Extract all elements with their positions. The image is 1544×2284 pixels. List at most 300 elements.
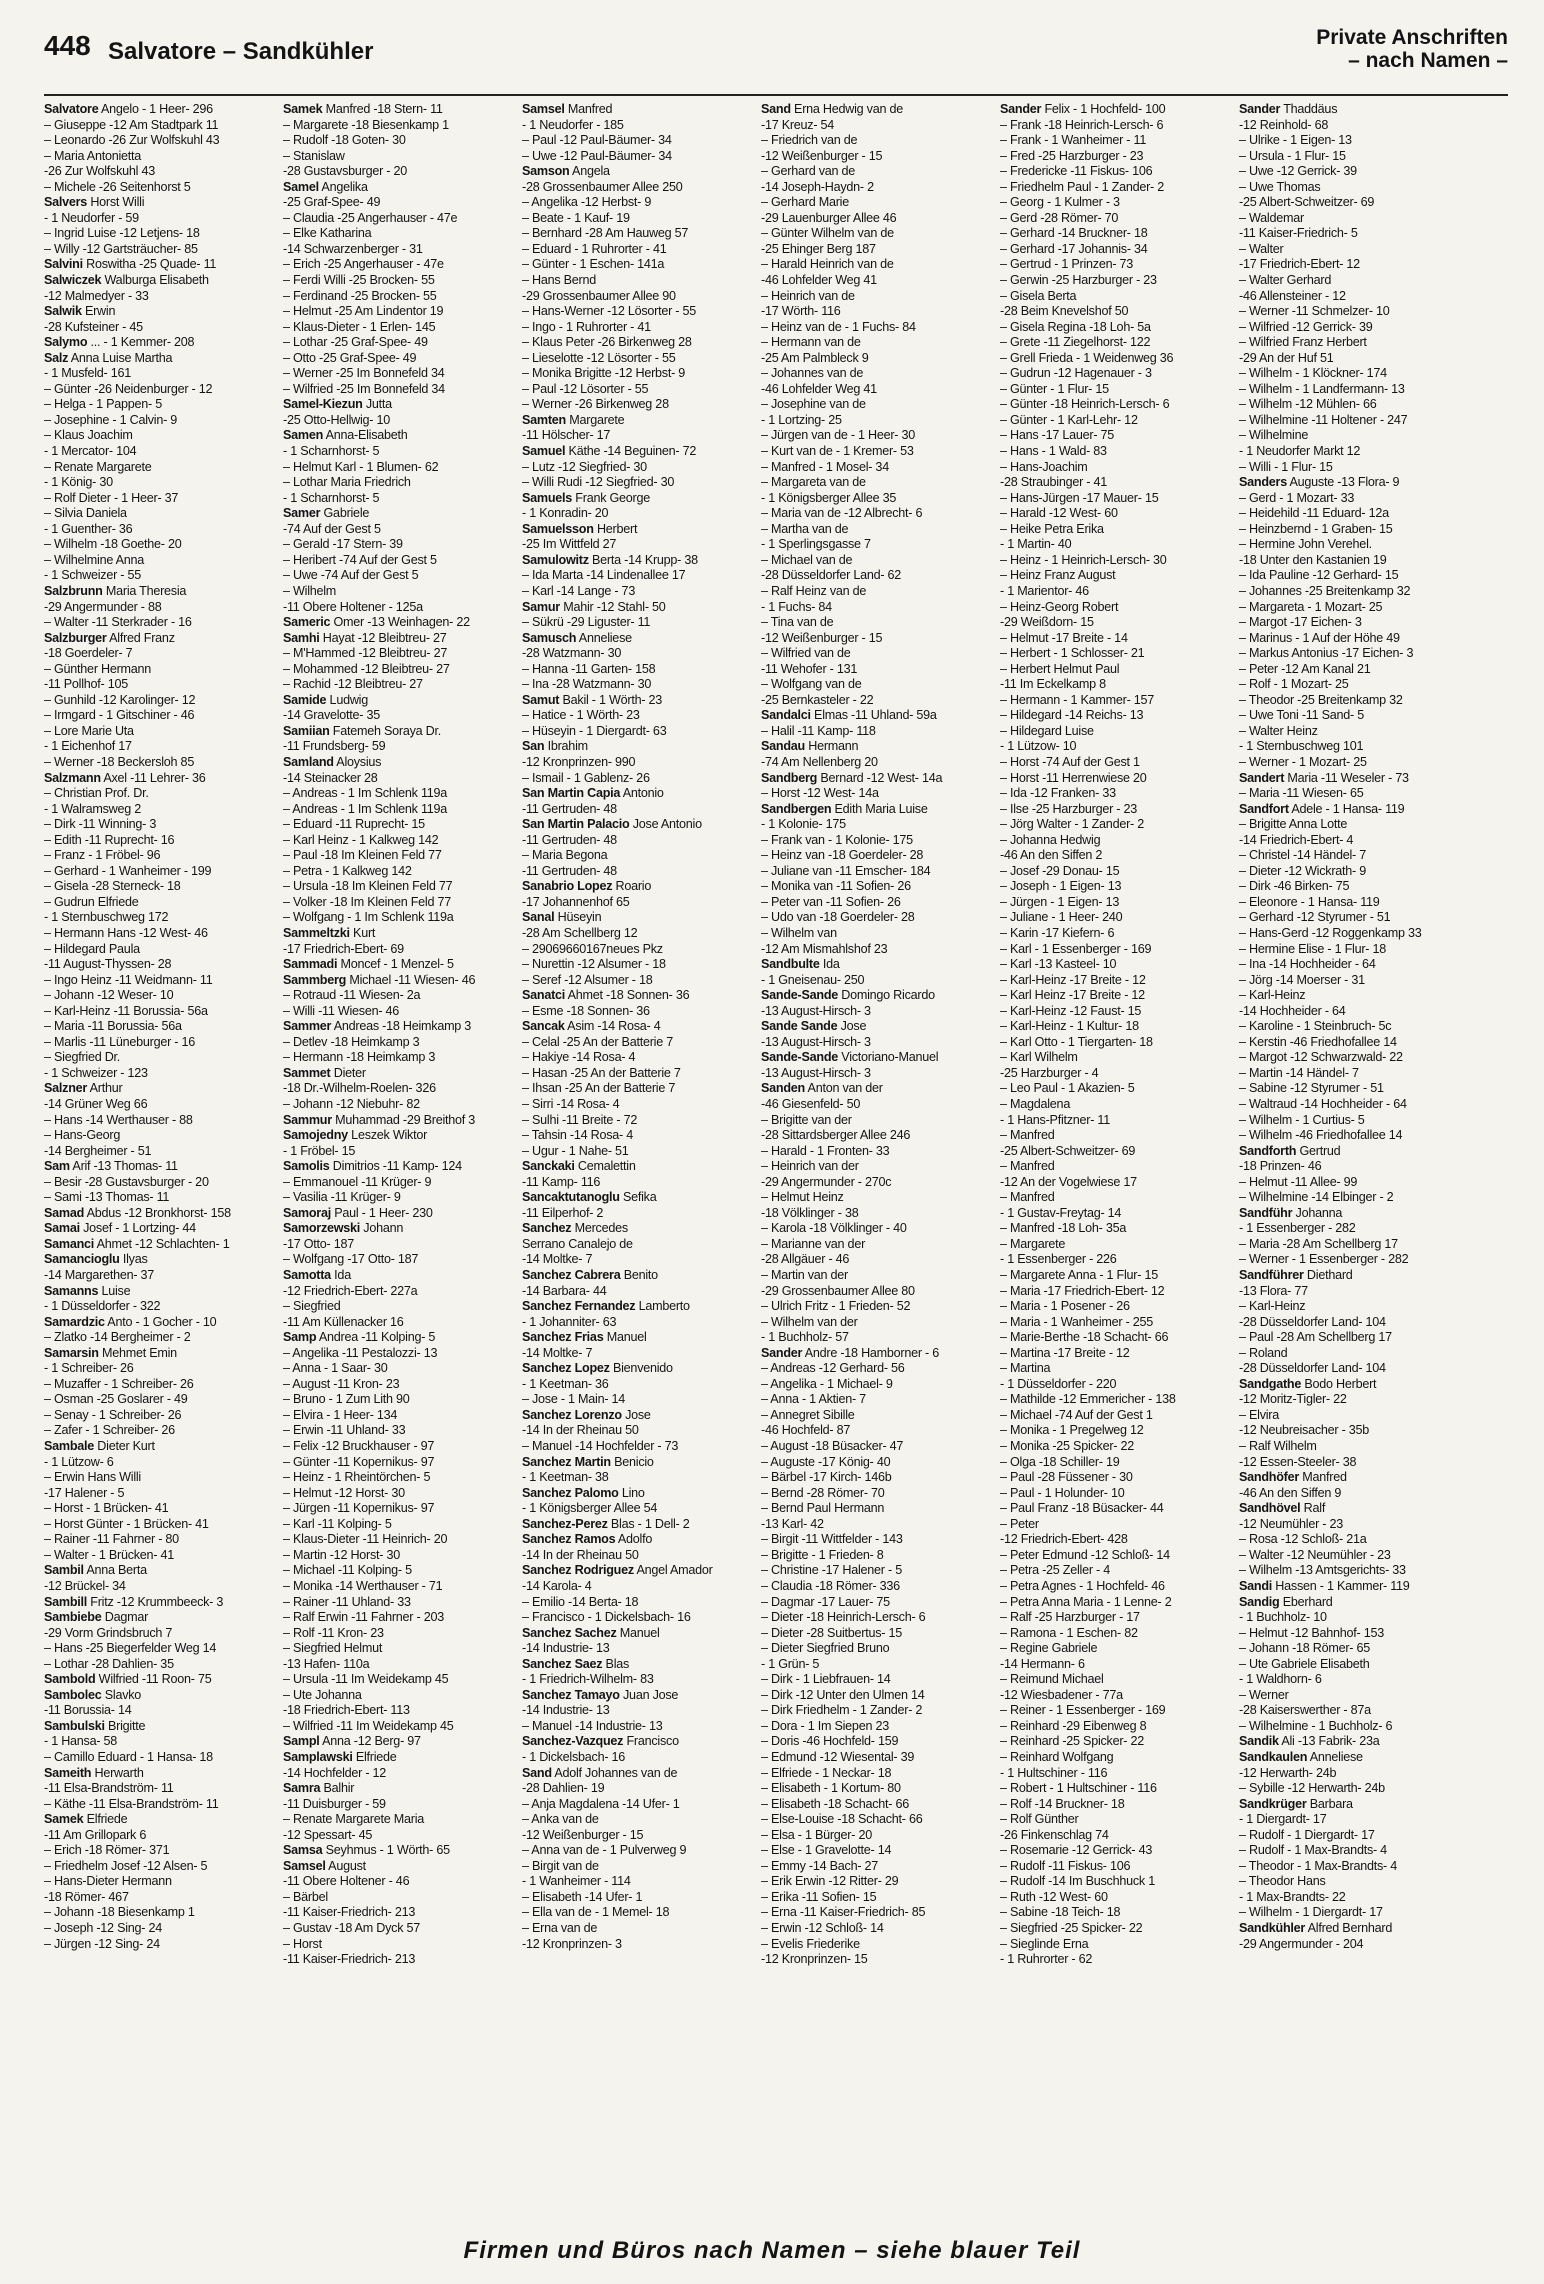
entry-details: -26 Finkenschlag 74 bbox=[1000, 1827, 1109, 1842]
directory-entry bbox=[283, 1797, 517, 1813]
directory-entry bbox=[1239, 1937, 1473, 1953]
entry-surname: Samplawski bbox=[283, 1749, 353, 1764]
directory-entry bbox=[44, 180, 278, 196]
entry-details: Andre -18 Hamborner - 6 bbox=[802, 1345, 940, 1360]
entry-details: – Peter bbox=[1000, 1516, 1039, 1531]
entry-details: – Roland bbox=[1239, 1345, 1288, 1360]
directory-entry bbox=[761, 1330, 995, 1346]
entry-surname: Sandalci bbox=[761, 708, 811, 723]
directory-entry bbox=[44, 1921, 278, 1937]
entry-details: - 1 Gustav-Freytag- 14 bbox=[1000, 1205, 1122, 1220]
entry-details: – Margareta van de bbox=[761, 475, 866, 490]
entry-details: -14 In der Rheinau 50 bbox=[522, 1423, 639, 1438]
directory-entry bbox=[522, 600, 756, 616]
entry-details: - 1 Neudorfer - 59 bbox=[44, 210, 139, 225]
directory-entry bbox=[1000, 1548, 1234, 1564]
entry-details: - 1 Lützow- 10 bbox=[1000, 739, 1077, 754]
entry-surname: Samojedny bbox=[283, 1128, 348, 1143]
entry-details: – Dieter -28 Suitbertus- 15 bbox=[761, 1625, 902, 1640]
directory-entry bbox=[522, 506, 756, 522]
entry-details: -18 Römer- 467 bbox=[44, 1889, 129, 1904]
directory-entry bbox=[283, 506, 517, 522]
directory-entry bbox=[522, 133, 756, 149]
directory-entry bbox=[522, 1501, 756, 1517]
entry-details: – Leo Paul - 1 Akazien- 5 bbox=[1000, 1081, 1135, 1096]
entry-details: Maria Theresia bbox=[102, 583, 187, 598]
directory-entry bbox=[761, 320, 995, 336]
directory-entry bbox=[1000, 848, 1234, 864]
entry-details: -14 Steinacker 28 bbox=[283, 770, 378, 785]
directory-entry bbox=[1000, 1097, 1234, 1113]
entry-surname: Sanchez bbox=[522, 1221, 572, 1236]
entry-details: Ilyas bbox=[119, 1252, 148, 1267]
directory-entry bbox=[1239, 1423, 1473, 1439]
entry-details: – Klaus-Dieter -11 Heinrich- 20 bbox=[283, 1532, 448, 1547]
entry-details: -11 August-Thyssen- 28 bbox=[44, 957, 172, 972]
entry-details: – Wilhelm - 1 Diergardt- 17 bbox=[1239, 1905, 1383, 1920]
directory-entry bbox=[522, 1874, 756, 1890]
entry-surname: Sancaktutanoglu bbox=[522, 1190, 620, 1205]
directory-entry bbox=[1239, 195, 1473, 211]
directory-entry bbox=[283, 397, 517, 413]
entry-details: – Sulhi -11 Breite - 72 bbox=[522, 1112, 638, 1127]
entry-details: Hayat -12 Bleibtreu- 27 bbox=[319, 630, 447, 645]
entry-details: – Petra - 1 Kalkweg 142 bbox=[283, 863, 412, 878]
directory-entry bbox=[283, 1703, 517, 1719]
entry-details: -25 Ehinger Berg 187 bbox=[761, 241, 876, 256]
entry-surname: Sanal bbox=[522, 910, 555, 925]
entry-details: – Hans-Gerd -12 Roggenkamp 33 bbox=[1239, 925, 1422, 940]
entry-details: – Karola -18 Völklinger - 40 bbox=[761, 1221, 907, 1236]
directory-entry bbox=[1000, 1206, 1234, 1222]
entry-details: -13 Karl- 42 bbox=[761, 1516, 824, 1531]
directory-entry bbox=[1000, 1299, 1234, 1315]
directory-entry bbox=[522, 1766, 756, 1782]
directory-entry bbox=[283, 1237, 517, 1253]
entry-details: -11 Kaiser-Friedrich- 213 bbox=[283, 1952, 416, 1967]
entry-details: – Rosemarie -12 Gerrick- 43 bbox=[1000, 1843, 1153, 1858]
directory-entry bbox=[522, 693, 756, 709]
directory-entry bbox=[1239, 460, 1473, 476]
entry-surname: Samai bbox=[44, 1221, 80, 1236]
entry-details: – Günter - 1 Flur- 15 bbox=[1000, 381, 1109, 396]
directory-column-3 bbox=[522, 102, 756, 2232]
entry-surname: Samut bbox=[522, 692, 560, 707]
directory-entry bbox=[1239, 1548, 1473, 1564]
entry-details: Auguste -13 Flora- 9 bbox=[1286, 475, 1400, 490]
directory-entry bbox=[1239, 226, 1473, 242]
entry-details: -14 Industrie- 13 bbox=[522, 1641, 610, 1656]
entry-details: Moncef - 1 Menzel- 5 bbox=[337, 957, 454, 972]
entry-details: – Maria Antonietta bbox=[44, 148, 142, 163]
directory-entry bbox=[761, 397, 995, 413]
directory-entry bbox=[44, 1346, 278, 1362]
directory-entry bbox=[761, 1610, 995, 1626]
directory-entry bbox=[1000, 708, 1234, 724]
entry-details: -12 Brückel- 34 bbox=[44, 1578, 126, 1593]
directory-entry bbox=[1239, 1206, 1473, 1222]
directory-entry bbox=[1000, 1703, 1234, 1719]
entry-details: – Ralf Heinz van de bbox=[761, 583, 867, 598]
entry-details: -25 Albert-Schweitzer- 69 bbox=[1000, 1143, 1136, 1158]
entry-details: – Hans - 1 Wald- 83 bbox=[1000, 444, 1107, 459]
directory-entry bbox=[761, 895, 995, 911]
directory-entry bbox=[522, 257, 756, 273]
entry-surname: Samusch bbox=[522, 630, 577, 645]
entry-surname: Samsel bbox=[283, 1858, 326, 1873]
directory-entry bbox=[1000, 257, 1234, 273]
entry-details: Jose Antonio bbox=[629, 817, 702, 832]
directory-entry bbox=[44, 724, 278, 740]
entry-details: – Michael -11 Kolping- 5 bbox=[283, 1563, 412, 1578]
entry-details: – Osman -25 Goslarer - 49 bbox=[44, 1392, 188, 1407]
directory-entry bbox=[522, 1361, 756, 1377]
entry-details: – Gerhard -14 Bruckner- 18 bbox=[1000, 226, 1148, 241]
entry-details: – Martin -12 Horst- 30 bbox=[283, 1547, 400, 1562]
directory-entry bbox=[44, 1315, 278, 1331]
directory-entry bbox=[761, 133, 995, 149]
entry-details: – Walter Heinz bbox=[1239, 723, 1318, 738]
directory-entry bbox=[44, 1828, 278, 1844]
directory-entry bbox=[44, 460, 278, 476]
entry-details: Manuel bbox=[616, 1625, 660, 1640]
directory-entry bbox=[1239, 1517, 1473, 1533]
directory-entry bbox=[761, 1315, 995, 1331]
entry-details: -13 August-Hirsch- 3 bbox=[761, 1034, 871, 1049]
directory-entry bbox=[1000, 1595, 1234, 1611]
entry-details: -28 Watzmann- 30 bbox=[522, 646, 622, 661]
directory-entry bbox=[761, 1035, 995, 1051]
directory-entry bbox=[761, 522, 995, 538]
entry-details: – Anna - 1 Aktien- 7 bbox=[761, 1392, 866, 1407]
directory-entry bbox=[1000, 1734, 1234, 1750]
directory-entry bbox=[1000, 1766, 1234, 1782]
directory-entry bbox=[1000, 1221, 1234, 1237]
directory-entry bbox=[1000, 1719, 1234, 1735]
directory-entry bbox=[1239, 1905, 1473, 1921]
entry-details: – Nurettin -12 Alsumer - 18 bbox=[522, 957, 666, 972]
entry-details: – Ingrid Luise -12 Letjens- 18 bbox=[44, 226, 200, 241]
entry-surname: Sammur bbox=[283, 1112, 332, 1127]
directory-entry bbox=[1000, 1874, 1234, 1890]
directory-entry bbox=[522, 1144, 756, 1160]
directory-entry bbox=[283, 226, 517, 242]
directory-entry bbox=[44, 1812, 278, 1828]
directory-entry bbox=[761, 413, 995, 429]
entry-details: – Maria -11 Wiesen- 65 bbox=[1239, 786, 1364, 801]
entry-details: – Kurt van de - 1 Kremer- 53 bbox=[761, 444, 914, 459]
entry-surname: Sandkühler bbox=[1239, 1920, 1306, 1935]
directory-entry bbox=[283, 475, 517, 491]
entry-details: – Gerd -28 Römer- 70 bbox=[1000, 210, 1119, 225]
directory-entry bbox=[1239, 957, 1473, 973]
entry-surname: Sande-Sande bbox=[761, 988, 839, 1003]
directory-entry bbox=[44, 211, 278, 227]
entry-details: – 29069660167neues Pkz bbox=[522, 941, 663, 956]
entry-details: Elmas -11 Uhland- 59a bbox=[810, 708, 937, 723]
directory-entry bbox=[1239, 1050, 1473, 1066]
entry-details: – Fred -25 Harzburger - 23 bbox=[1000, 148, 1144, 163]
entry-details: Mehmet Emin bbox=[98, 1345, 177, 1360]
entry-details: Horst Willi bbox=[87, 195, 145, 210]
directory-entry bbox=[522, 335, 756, 351]
entry-details: – Esme -18 Sonnen- 36 bbox=[522, 1003, 650, 1018]
directory-entry bbox=[761, 382, 995, 398]
entry-details: -11 Obere Holtener - 125a bbox=[283, 599, 423, 614]
entry-details: – Theodor - 1 Max-Brandts- 4 bbox=[1239, 1858, 1397, 1873]
directory-entry bbox=[1239, 584, 1473, 600]
entry-surname: Sambolec bbox=[44, 1687, 102, 1702]
entry-details: – Uwe -74 Auf der Gest 5 bbox=[283, 568, 419, 583]
directory-column-2 bbox=[283, 102, 517, 2232]
directory-entry bbox=[1239, 568, 1473, 584]
entry-details: Aloysius bbox=[333, 754, 382, 769]
directory-entry bbox=[44, 1626, 278, 1642]
directory-entry bbox=[522, 537, 756, 553]
entry-details: - 1 Musfeld- 161 bbox=[44, 366, 131, 381]
entry-details: – Else-Louise -18 Schacht- 66 bbox=[761, 1812, 923, 1827]
entry-surname: Sambulski bbox=[44, 1718, 105, 1733]
entry-details: Ida bbox=[819, 957, 840, 972]
directory-entry bbox=[1000, 724, 1234, 740]
entry-details: -29 Angermunder - 204 bbox=[1239, 1936, 1364, 1951]
directory-entry bbox=[44, 910, 278, 926]
directory-entry bbox=[283, 1004, 517, 1020]
directory-entry bbox=[283, 1937, 517, 1953]
directory-entry bbox=[283, 739, 517, 755]
directory-entry bbox=[1000, 1890, 1234, 1906]
entry-details: – Robert - 1 Hultschiner - 116 bbox=[1000, 1781, 1157, 1796]
directory-entry bbox=[283, 1952, 517, 1968]
entry-details: – Werner -18 Beckersloh 85 bbox=[44, 754, 195, 769]
entry-details: – Martha van de bbox=[761, 521, 849, 536]
entry-details: – Wolfgang van de bbox=[761, 677, 862, 692]
directory-entry bbox=[1000, 335, 1234, 351]
entry-surname: Sande Sande bbox=[761, 1019, 838, 1034]
entry-surname: Sander bbox=[761, 1345, 803, 1360]
directory-entry bbox=[522, 1595, 756, 1611]
directory-entry bbox=[283, 1672, 517, 1688]
entry-details: – Käthe -11 Elsa-Brandström- 11 bbox=[44, 1796, 219, 1811]
entry-details: -11 Gertruden- 48 bbox=[522, 832, 617, 847]
directory-entry bbox=[1239, 1315, 1473, 1331]
directory-entry bbox=[283, 1563, 517, 1579]
directory-entry bbox=[761, 615, 995, 631]
entry-surname: Sandführ bbox=[1239, 1205, 1293, 1220]
directory-entry bbox=[761, 1128, 995, 1144]
entry-details: Herwarth bbox=[91, 1765, 144, 1780]
entry-details: – Dirk Friedhelm - 1 Zander- 2 bbox=[761, 1703, 923, 1718]
entry-details: – Siegfried Dr. bbox=[44, 1050, 121, 1065]
entry-surname: Sanchez Cabrera bbox=[522, 1268, 621, 1283]
directory-entry bbox=[1239, 1874, 1473, 1890]
directory-entry bbox=[761, 1579, 995, 1595]
entry-details: – Monika -14 Werthauser - 71 bbox=[283, 1578, 443, 1593]
entry-details: – Waldemar bbox=[1239, 210, 1304, 225]
entry-details: Ahmet -18 Sonnen- 36 bbox=[565, 988, 690, 1003]
directory-entry bbox=[1239, 1470, 1473, 1486]
directory-entry bbox=[522, 1797, 756, 1813]
entry-details: -29 Vorm Grindsbruch 7 bbox=[44, 1625, 173, 1640]
entry-details: – Karl-Heinz bbox=[1239, 1299, 1306, 1314]
entry-details: – Jürgen van de - 1 Heer- 30 bbox=[761, 428, 916, 443]
directory-entry bbox=[1000, 1672, 1234, 1688]
directory-entry bbox=[283, 289, 517, 305]
entry-details: – Wilfried -11 Im Weidekamp 45 bbox=[283, 1718, 454, 1733]
page-header bbox=[44, 26, 1508, 72]
entry-details: – Ute Gabriele Elisabeth bbox=[1239, 1656, 1370, 1671]
directory-entry bbox=[761, 1641, 995, 1657]
directory-entry bbox=[44, 1563, 278, 1579]
directory-entry bbox=[1239, 1408, 1473, 1424]
entry-details: – Rosa -12 Schloß- 21a bbox=[1239, 1532, 1367, 1547]
entry-details: – Karl-Heinz bbox=[1239, 988, 1306, 1003]
entry-details: -12 Am Mismahlshof 23 bbox=[761, 941, 888, 956]
directory-entry bbox=[1239, 164, 1473, 180]
entry-details: – Hermann van de bbox=[761, 335, 861, 350]
directory-entry bbox=[283, 910, 517, 926]
entry-surname: Sander bbox=[1000, 102, 1042, 116]
entry-details: – Ina -28 Watzmann- 30 bbox=[522, 677, 652, 692]
directory-entry bbox=[283, 895, 517, 911]
directory-entry bbox=[1239, 802, 1473, 818]
entry-details: – Hermann - 1 Kammer- 157 bbox=[1000, 692, 1155, 707]
entry-details: -25 Am Palmbleck 9 bbox=[761, 350, 869, 365]
directory-entry bbox=[283, 1423, 517, 1439]
entry-details: – Dieter -18 Heinrich-Lersch- 6 bbox=[761, 1610, 926, 1625]
directory-entry bbox=[1000, 1361, 1234, 1377]
entry-details: -12 Neumühler - 23 bbox=[1239, 1516, 1343, 1531]
entry-details: - 1 Martin- 40 bbox=[1000, 537, 1072, 552]
directory-entry bbox=[1000, 382, 1234, 398]
directory-entry bbox=[44, 1190, 278, 1206]
entry-surname: Sandik bbox=[1239, 1734, 1279, 1749]
entry-details: – Josef -29 Donau- 15 bbox=[1000, 863, 1120, 878]
entry-details: -14 Schwarzenberger - 31 bbox=[283, 241, 423, 256]
directory-entry bbox=[522, 662, 756, 678]
directory-entry bbox=[1239, 1097, 1473, 1113]
directory-entry bbox=[1000, 413, 1234, 429]
entry-details: – Wolfgang -17 Otto- 187 bbox=[283, 1252, 419, 1267]
directory-entry bbox=[522, 1750, 756, 1766]
directory-entry bbox=[761, 1890, 995, 1906]
directory-entry bbox=[44, 833, 278, 849]
directory-entry bbox=[522, 242, 756, 258]
entry-details: Frank George bbox=[572, 490, 651, 505]
entry-details: – Mathilde -12 Emmericher - 138 bbox=[1000, 1392, 1176, 1407]
directory-entry bbox=[522, 864, 756, 880]
entry-details: – Heinz - 1 Rheintörchen- 5 bbox=[283, 1470, 431, 1485]
directory-entry bbox=[522, 351, 756, 367]
directory-entry bbox=[1000, 1392, 1234, 1408]
directory-entry bbox=[1239, 351, 1473, 367]
directory-entry bbox=[1000, 1501, 1234, 1517]
entry-details: -28 Dahlien- 19 bbox=[522, 1781, 605, 1796]
entry-details: – Bernhard -28 Am Hauweg 57 bbox=[522, 226, 689, 241]
directory-entry bbox=[283, 1268, 517, 1284]
directory-entry bbox=[283, 553, 517, 569]
entry-details: -29 Lauenburger Allee 46 bbox=[761, 210, 897, 225]
directory-entry bbox=[1000, 491, 1234, 507]
entry-surname: Sandbergen bbox=[761, 801, 832, 816]
directory-entry bbox=[1239, 1781, 1473, 1797]
directory-entry bbox=[1000, 693, 1234, 709]
entry-details: - 1 Fröbel- 15 bbox=[283, 1143, 356, 1158]
directory-entry bbox=[761, 957, 995, 973]
directory-entry bbox=[522, 491, 756, 507]
directory-column-1 bbox=[44, 102, 278, 2232]
entry-surname: Sambiebe bbox=[44, 1610, 102, 1625]
entry-details: -14 Barbara- 44 bbox=[522, 1283, 607, 1298]
directory-entry bbox=[1239, 1361, 1473, 1377]
entry-details: – Erika -11 Sofien- 15 bbox=[761, 1889, 877, 1904]
entry-surname: Samotta bbox=[283, 1268, 331, 1283]
directory-entry bbox=[1239, 1268, 1473, 1284]
directory-entry bbox=[283, 102, 517, 118]
entry-surname: Samide bbox=[283, 692, 327, 707]
directory-entry bbox=[1239, 102, 1473, 118]
directory-entry bbox=[1000, 1563, 1234, 1579]
directory-entry bbox=[761, 164, 995, 180]
section-label-line1: Private Anschriften bbox=[1316, 26, 1508, 49]
directory-entry bbox=[761, 802, 995, 818]
entry-details: – Dirk -46 Birken- 75 bbox=[1239, 879, 1350, 894]
entry-details: Juan Jose bbox=[619, 1687, 679, 1702]
entry-surname: Sandkrüger bbox=[1239, 1796, 1307, 1811]
page-number: 448 bbox=[44, 30, 91, 61]
entry-details: – Regine Gabriele bbox=[1000, 1641, 1098, 1656]
entry-details: – Karl Otto - 1 Tiergarten- 18 bbox=[1000, 1034, 1153, 1049]
entry-details: – Christine -17 Halener - 5 bbox=[761, 1563, 902, 1578]
entry-details: – Hermann -18 Heimkamp 3 bbox=[283, 1050, 436, 1065]
entry-details: – Helga - 1 Pappen- 5 bbox=[44, 397, 162, 412]
directory-entry bbox=[1239, 180, 1473, 196]
directory-entry bbox=[1239, 1346, 1473, 1362]
directory-entry bbox=[761, 1501, 995, 1517]
entry-details: - 1 Essenberger - 226 bbox=[1000, 1252, 1117, 1267]
directory-entry bbox=[44, 926, 278, 942]
directory-entry bbox=[522, 848, 756, 864]
entry-details: – Johannes van de bbox=[761, 366, 864, 381]
directory-entry bbox=[283, 1299, 517, 1315]
entry-details: – Heidehild -11 Eduard- 12a bbox=[1239, 506, 1389, 521]
entry-details: - 1 Friedrich-Wilhelm- 83 bbox=[522, 1672, 654, 1687]
entry-details: Elfriede bbox=[352, 1749, 397, 1764]
entry-details: -12 Kronprinzen- 15 bbox=[761, 1952, 868, 1967]
directory-entry bbox=[761, 1517, 995, 1533]
directory-entry bbox=[283, 1750, 517, 1766]
directory-entry bbox=[761, 708, 995, 724]
entry-details: – Jürgen - 1 Eigen- 13 bbox=[1000, 894, 1120, 909]
entry-details: – Annegret Sibille bbox=[761, 1407, 855, 1422]
entry-details: – Renate Margarete bbox=[44, 459, 152, 474]
directory-entry bbox=[761, 1626, 995, 1642]
entry-details: – Senay - 1 Schreiber- 26 bbox=[44, 1407, 182, 1422]
entry-details: – Frank van - 1 Kolonie- 175 bbox=[761, 832, 913, 847]
entry-details: – Günter -18 Heinrich-Lersch- 6 bbox=[1000, 397, 1170, 412]
entry-details: – Helmut -25 Am Lindentor 19 bbox=[283, 304, 444, 319]
directory-entry bbox=[1000, 1408, 1234, 1424]
entry-details: -13 August-Hirsch- 3 bbox=[761, 1065, 871, 1080]
entry-details: – Erik Erwin -12 Ritter- 29 bbox=[761, 1874, 899, 1889]
directory-entry bbox=[44, 537, 278, 553]
entry-details: – Rainer -11 Uhland- 33 bbox=[283, 1594, 411, 1609]
directory-entry bbox=[761, 1284, 995, 1300]
directory-entry bbox=[44, 1097, 278, 1113]
directory-entry bbox=[1239, 1921, 1473, 1937]
directory-entry bbox=[1239, 1532, 1473, 1548]
entry-details: – Margot -12 Schwarzwald- 22 bbox=[1239, 1050, 1403, 1065]
